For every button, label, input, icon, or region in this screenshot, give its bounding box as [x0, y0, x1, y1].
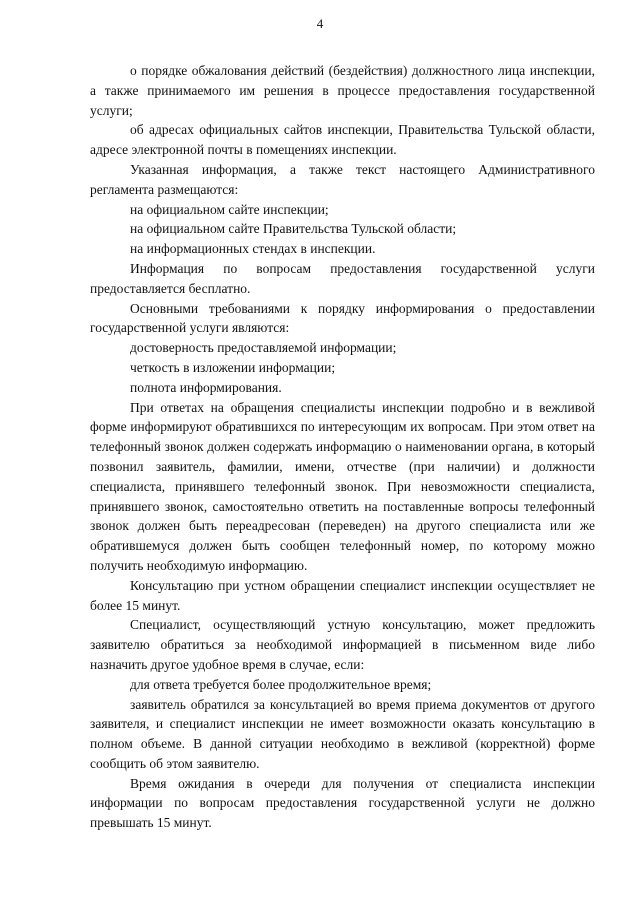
- paragraph-completeness: полнота информирования.: [130, 379, 282, 395]
- paragraph-phone-answers: При ответах на обращения специалисты инспекции подробно и в вежливой форме информируют обратившихся по интересующим их вопросам. При этом ответ на телефонный звонок должен содержать информацию о наименовании органа, в который позвонил заявитель, фамилии, имени, отчестве (при наличии) и должности специалиста, принявшего телефонный звонок. При невозможности специалиста, принявшего звонок, самостоятельно ответить на поставленные вопросы телефонный звонок должен быть переадресован (переведен) на другого специалиста или же обратившемуся должен быть сообщен телефонный номер, по которому можно получить необходимую информацию.: [90, 399, 595, 573]
- paragraph-written-consultation: Специалист, осуществляющий устную консультацию, может предложить заявителю обратиться за необходимой информацией в письменном виде либо назначить другое удобное время в случае, если:: [90, 617, 595, 672]
- paragraph-government-site: на официальном сайте Правительства Тульской области;: [130, 221, 457, 237]
- paragraph-reliability: достоверность предоставляемой информации;: [130, 340, 397, 356]
- paragraph-official-sites: об адресах официальных сайтов инспекции, Правительства Тульской области, адресе электронной почты в помещениях инспекции.: [90, 122, 595, 158]
- paragraph-appeal-procedure: о порядке обжалования действий (бездействия) должностного лица инспекции, а также принимаемого им решения в процессе предоставления государственной услуги;: [90, 63, 595, 118]
- document-body: [90, 61, 595, 833]
- paragraph-clarity: четкость в изложении информации;: [130, 359, 336, 375]
- paragraph-inspection-site: на официальном сайте инспекции;: [130, 201, 329, 217]
- paragraph-longer-time: для ответа требуется более продолжительное время;: [130, 676, 432, 692]
- paragraph-consultation-time: Консультацию при устном обращении специалист инспекции осуществляет не более 15 минут.: [90, 577, 595, 613]
- paragraph-info-placement: Указанная информация, а также текст настоящего Административного регламента размещаются:: [90, 161, 595, 197]
- paragraph-requirements: Основными требованиями к порядку информирования о предоставлении государственной услуги являются:: [90, 300, 595, 336]
- paragraph-waiting-time: Время ожидания в очереди для получения от специалиста инспекции информации по вопросам предоставления государственной услуги не должно превышать 15 минут.: [90, 775, 595, 831]
- paragraph-info-stands: на информационных стендах в инспекции.: [130, 241, 376, 257]
- paragraph-free-info: Информация по вопросам предоставления государственной услуги предоставляется бесплатно.: [90, 260, 595, 296]
- paragraph-busy-specialist: заявитель обратился за консультацией во время приема документов от другого заявителя, и специалист инспекции не имеет возможности оказать консультацию в полном объеме. В данной ситуации необходимо в вежливой (корректной) форме сообщить об этом заявителю.: [90, 696, 595, 771]
- page-number: 4: [316, 16, 324, 31]
